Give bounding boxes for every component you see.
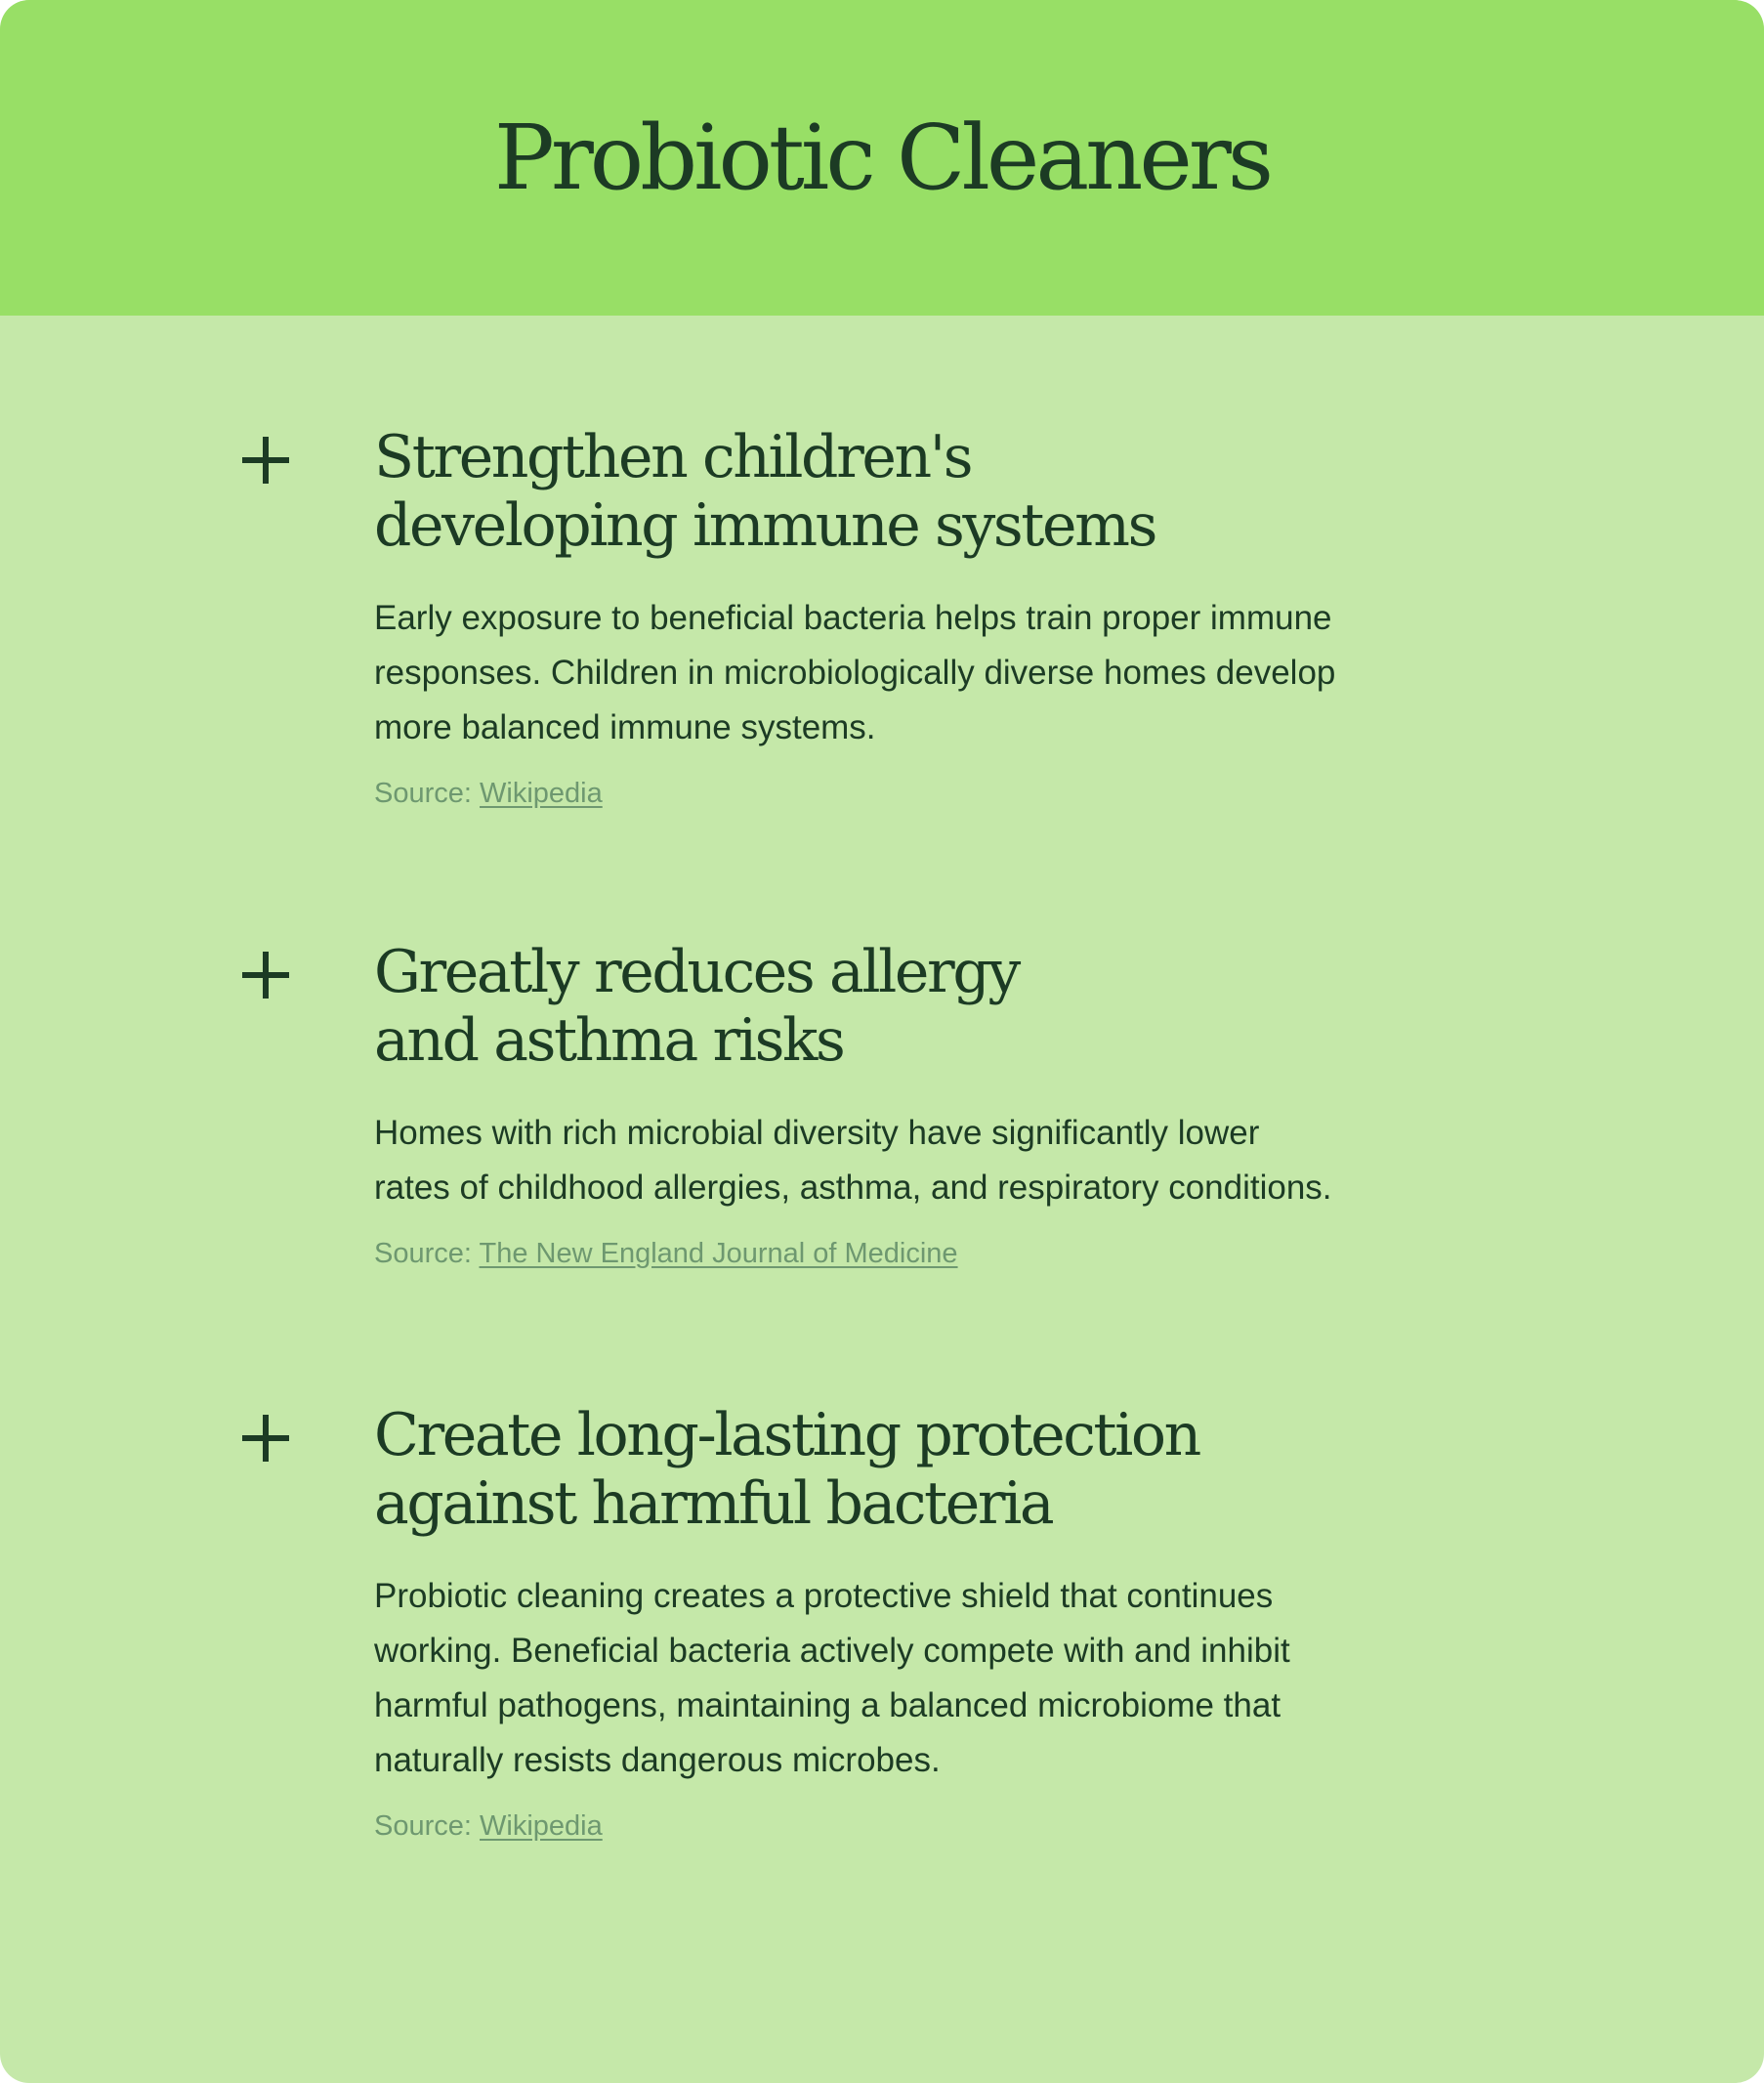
benefit-description (374, 1106, 1497, 1215)
benefit-description-line: naturally resists dangerous microbes. (374, 1741, 941, 1779)
page-title: Probiotic Cleaners (493, 106, 1271, 210)
benefit-source (374, 774, 1497, 813)
source-prefix: Source: (374, 1238, 472, 1269)
benefit-description-line: Homes with rich microbial diversity have significantly lower (374, 1114, 1260, 1152)
benefit-title (374, 423, 1497, 560)
benefit-title-line: developing immune systems (374, 491, 1155, 560)
benefit-source (374, 1234, 1497, 1273)
benefit-description-line: rates of childhood allergies, asthma, and respiratory conditions. (374, 1169, 1332, 1207)
benefit-title-line: and asthma risks (374, 1006, 844, 1075)
source-prefix: Source: (374, 778, 472, 809)
source-link-wikipedia[interactable]: Wikipedia (480, 1810, 603, 1842)
source-link-nejm[interactable]: The New England Journal of Medicine (479, 1238, 958, 1269)
benefit-title-line: Create long-lasting protection (374, 1401, 1199, 1469)
benefit-source (374, 1807, 1497, 1846)
benefit-title-line: Strengthen children's (374, 423, 972, 491)
benefit-title (374, 1401, 1497, 1538)
benefit-description-line: harmful pathogens, maintaining a balanced microbiome that (374, 1686, 1281, 1724)
plus-icon (242, 1415, 289, 1462)
source-prefix: Source: (374, 1810, 472, 1842)
benefit-description-line: working. Beneficial bacteria actively compete with and inhibit (374, 1632, 1290, 1670)
benefit-title-line: Greatly reduces allergy (374, 938, 1019, 1006)
card-header (0, 0, 1764, 316)
benefit-description-line: responses. Children in microbiologically diverse homes develop (374, 654, 1336, 692)
benefit-title (374, 938, 1497, 1075)
plus-icon (242, 437, 289, 484)
benefit-title-line: against harmful bacteria (374, 1469, 1053, 1538)
source-link-wikipedia[interactable]: Wikipedia (480, 778, 603, 809)
benefit-description (374, 1569, 1497, 1788)
benefit-description-line: Probiotic cleaning creates a protective shield that continues (374, 1577, 1274, 1615)
benefit-description-line: more balanced immune systems. (374, 708, 876, 746)
benefit-description (374, 591, 1497, 755)
plus-icon (242, 952, 289, 999)
benefit-description-line: Early exposure to beneficial bacteria helps train proper immune (374, 599, 1332, 637)
